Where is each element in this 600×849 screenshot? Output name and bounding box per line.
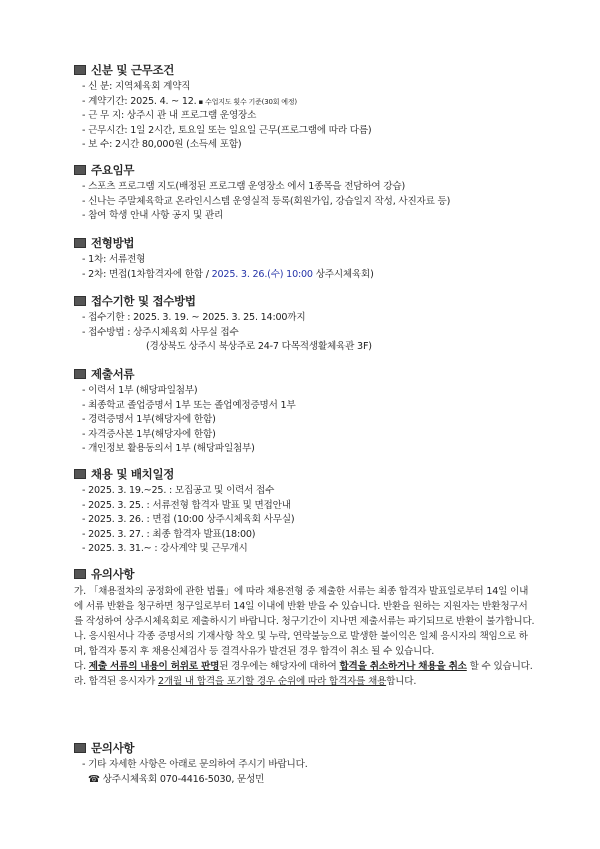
list-item: - 2025. 3. 31.~ : 강사계약 및 근무개시	[82, 543, 248, 555]
list-item: - 보 수: 2시간 80,000원 (소득세 포함)	[82, 139, 242, 151]
list-item: - 근무시간: 1일 2시간, 토요일 또는 일요일 근무(프로그램에 따라 다름)	[82, 124, 372, 136]
square-bullet-icon	[74, 238, 86, 248]
square-bullet-icon	[74, 469, 86, 479]
square-bullet-icon	[74, 165, 86, 175]
list-item: - 신 분: 지역체육회 계약직	[82, 81, 191, 92]
list-item: - 2025. 3. 26. : 면접 (10:00 상주시체육회 사무실)	[82, 514, 295, 526]
list-item: - 이력서 1부 (해당파일첨부)	[82, 385, 198, 396]
square-bullet-icon	[74, 65, 86, 75]
section-heading	[74, 366, 296, 382]
list-item: - 스포츠 프로그램 지도(배정된 프로그램 운영장소 에서 1종목을 전담하여 강습)	[82, 181, 405, 192]
section-title: 신분 및 근무조건	[91, 63, 175, 77]
interview-datetime: 2025. 3. 26.(수) 10:00	[211, 268, 313, 280]
note-ra: 라. 합격된 응시자가 2개월 내 합격을 포기할 경우 순위에 따라 합격자를 채용합니다.	[74, 676, 417, 687]
section-title: 문의사항	[91, 741, 135, 755]
list-item: - 접수기한 : 2025. 3. 19. ~ 2025. 3. 25. 14:00까지	[82, 312, 306, 323]
list-item: - 접수방법 : 상주시체육회 사무실 접수	[82, 326, 239, 338]
list-item: - 자격증사본 1부(해당자에 한함)	[82, 428, 216, 440]
section-heading	[74, 293, 372, 309]
section-heading	[74, 235, 374, 251]
square-bullet-icon	[74, 296, 86, 306]
section-schedule	[74, 466, 294, 557]
section-main-duties	[74, 162, 450, 224]
list-item: - 2025. 3. 19.~25. : 모집공고 및 이력서 접수	[82, 485, 275, 496]
section-employment-terms	[74, 62, 371, 153]
section-heading	[74, 162, 450, 178]
list-item: - 2025. 3. 27. : 최종 합격자 발표(18:00)	[82, 528, 256, 540]
list-item: - 2차: 면접(1차합격자에 한함 / 2025. 3. 26.(수) 10:00 상주시체육회)	[82, 268, 374, 280]
note-na: 나. 응시원서나 각종 증명서의 기재사항 착오 및 누락, 연락불능으로 발생한 불이익은 일체 응시자의 책임으로 하며, 합격자 통지 후 채용신체검사 등 결격사유가 발견된 경우 합격이 취소 될 수 있습니다.	[74, 631, 528, 657]
list-item: - 근 무 지: 상주시 관 내 프로그램 운영장소	[82, 110, 257, 122]
section-heading	[74, 740, 308, 756]
list-item: - 참여 학생 안내 사항 공지 및 관리	[82, 210, 224, 222]
list-item: - 2025. 3. 25. : 서류전형 합격자 발표 및 면접안내	[82, 499, 291, 511]
list-item: - 신나는 주말체육학교 온라인시스템 운영실적 등록(회원가입, 강습일지 작성, 사진자료 등)	[82, 195, 451, 207]
section-title: 주요임무	[91, 163, 135, 177]
section-title: 접수기한 및 접수방법	[91, 294, 196, 308]
section-inquiry	[74, 740, 308, 787]
section-title: 유의사항	[91, 567, 135, 581]
section-documents	[74, 366, 296, 457]
contact-line: ☎ 상주시체육회 070-4416-5030, 문성민	[88, 773, 265, 785]
square-bullet-icon	[74, 569, 86, 579]
square-bullet-icon	[74, 369, 86, 379]
section-notes	[74, 566, 536, 689]
address-line: (경상북도 상주시 북상주로 24-7 다목적생활체육관 3F)	[146, 341, 372, 353]
section-title: 전형방법	[91, 236, 135, 250]
note-ga: 가. 「채용절차의 공정화에 관한 법률」에 따라 채용전형 중 제출한 서류는 최종 합격자 발표일로부터 14일 이내에 서류 반환을 청구하면 청구일로부터 14일 이내에 반환 받을 수 있습니다. 반환을 원하는 지원자는 반환청구서를 작성하여 상주시체육회로 제출하시기 바랍니다. 청구기간이 지나면 제출서류는 파기되므로 반환이 불가합니다.	[74, 586, 535, 627]
phone-icon: ☎	[88, 773, 100, 785]
section-heading	[74, 566, 536, 582]
section-title: 제출서류	[91, 367, 135, 381]
list-item: - 개인정보 활용동의서 1부 (해당파일첨부)	[82, 443, 255, 455]
note-da: 다. 제출 서류의 내용이 허위로 판명된 경우에는 해당자에 대하여 합격을 취소하거나 채용을 취소 할 수 있습니다.	[74, 661, 533, 672]
list-item: - 경력증명서 1부(해당자에 한함)	[82, 414, 216, 426]
square-bullet-icon	[74, 743, 86, 753]
section-heading	[74, 62, 371, 78]
section-title: 채용 및 배치일정	[91, 467, 175, 481]
list-item: - 최종학교 졸업증명서 1부 또는 졸업예정증명서 1부	[82, 399, 296, 411]
section-heading	[74, 466, 294, 482]
list-item: - 1차: 서류전형	[82, 254, 146, 265]
list-item: - 계약기간: 2025. 4. ~ 12. ▪ 수업지도 횟수 기준(30회 예정)	[82, 95, 297, 107]
section-application	[74, 293, 372, 355]
list-item: - 기타 자세한 사항은 아래로 문의하여 주시기 바랍니다.	[82, 759, 308, 770]
section-selection-method	[74, 235, 374, 282]
